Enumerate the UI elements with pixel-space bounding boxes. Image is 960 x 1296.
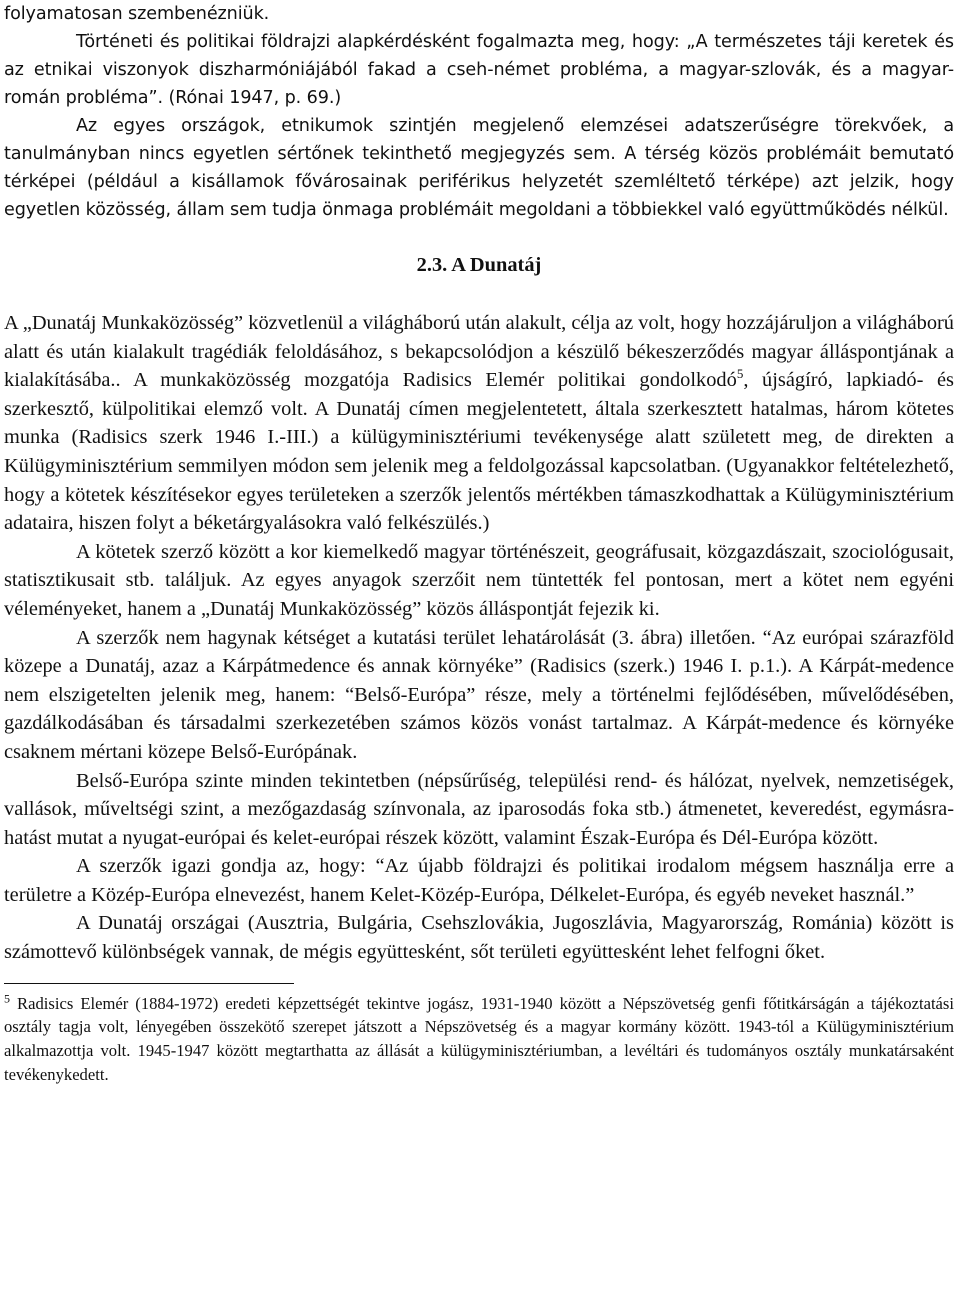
paragraph-authors-concern: A szerzők igazi gondja az, hogy: “Az újabb földrajzi és politikai irodalom mégsem használja erre a területre a Közép-Európa elnevezést, hanem Kelet-Közép-Európa, Délkelet-Európa, és egyéb neveket használ.” (4, 855, 954, 906)
section-heading: 2.3. A Dunatáj (416, 254, 542, 276)
paragraph-intro-end: folyamatosan szembenézniük. (4, 4, 270, 24)
paragraph-ethnic-analysis: Az egyes országok, etnikumok szintjén megjelenő elemzései adatszerűségre törekvőek, a tanulmányban nincs egyetlen sértőnek tekinthető megjegyzés sem. A térség közös problémáit bemutató térképei (például a kisállamok fővárosainak periférikus helyzetét szemléltető térképe) azt jelzik, hogy egyetlen közösség, állam sem tudja önmaga problémáit megoldani a többiekkel való együttműködés nélkül. (4, 116, 954, 220)
footnote-marker: 5 (4, 991, 10, 1006)
sans-text-section (4, 0, 954, 224)
footnote (4, 992, 954, 1087)
document-page (4, 0, 954, 1087)
paragraph-ronai-quote: Történeti és politikai földrajzi alapkérdésként fogalmazta meg, hogy: „A természetes táji keretek és az etnikai viszonyok diszharmóniájából fakad a cseh-német probléma, a magyar-szlovák, és a magyar-román probléma”. (Rónai 1947, p. 69.) (4, 32, 954, 108)
footnote-text: Radisics Elemér (1884-1972) eredeti képzettségét tekintve jogász, 1931-1940 között a Népszövetség genfi főtitkárságán a tájékoztatási osztály tagja volt, lényegében összekötő szerepet játszott a Népszövetség és a magyar kormány között. 1943-tól a Külügyminisztérium alkalmazottja volt. 1945-1947 között megtarthatta az állását a külügyminisztériumban, a levéltári és tudományos osztály munkatársaként tevékenykedett. (4, 993, 954, 1085)
paragraph-dunataj-text-start: A „Dunatáj Munkaközösség” közvetlenül a világháború után alakult, célja az volt, hogy hozzájáruljon a világháború alatt és után kialakult tragédiák feloldásához, s bekapcsolódjon a készülő békeszerződés magyar álláspontjának a kialakításába.. A munkaközösség mozgatója Radisics Elemér politikai gondolkodó (4, 312, 954, 392)
paragraph-dunataj-text-end: , újságíró, lapkiadó- és szerkesztő, külpolitikai elemző volt. A Dunatáj címen megjelentetett, általa szerkesztett hatalmas, három kötetes munka (Radisics szerk 1946 I.-III.) a külügyminisztériumi tevékenysége alatt született meg, de direkten a Külügyminisztérium semmilyen módon sem jelenik meg a feldolgozással kapcsolatban. (Ugyanakkor feltételezhető, hogy a kötetek készítésekor egyes területeken a szerzők jelentős mértékben támaszkodhattak a Külügyminisztérium adataira, hiszen folyt a béketárgyalásokra való felkészülés.) (4, 369, 954, 535)
paragraph-inner-europe: Belső-Európa szinte minden tekintetben (népsűrűség, települési rend- és hálózat, nyelvek, nemzetiségek, vallások, műveltségi szint, a mezőgazdaság színvonala, az iparosodás foka stb.) átmenetet, keveredést, egymásra-hatást mutat a nyugat-európai és kelet-európai részek között, valamint Észak-Európa és Dél-Európa között. (4, 769, 954, 849)
footnote-reference[interactable]: 5 (736, 366, 744, 382)
paragraph-dunataj-munkakozosseg (4, 309, 954, 538)
footnote-divider (4, 983, 294, 984)
paragraph-dunataj-countries: A Dunatáj országai (Ausztria, Bulgária, Csehszlovákia, Jugoszlávia, Magyarország, Románia) között is számottevő különbségek vannak, de mégis együttesként, sőt területi együttesként lehet felfogni őket. (4, 912, 954, 964)
serif-text-section (4, 309, 954, 967)
paragraph-authors: A kötetek szerző között a kor kiemelkedő magyar történészeit, geográfusait, közgazdászait, szociológusait, statisztikusait stb. találjuk. Az egyes anyagok szerzőit nem tüntették fel pontosan, mert a kötet nem egyéni véleményeket, hanem a „Dunatáj Munkaközösség” közös álláspontját fejezik ki. (4, 540, 954, 620)
paragraph-research-area: A szerzők nem hagynak kétséget a kutatási terület lehatárolását (3. ábra) illetően. “Az európai szárazföld közepe a Dunatáj, azaz a Kárpátmedence és annak környéke” (Radisics (szerk.) 1946 I. p.1.). A Kárpát-medence nem elszigetelten jelenik meg, hanem: “Belső-Európa” része, mely a történelmi fejlődésében, művelődésében, gazdálkodásában és társadalmi szerkezetében számos közös vonást tartalmaz. A Kárpát-medence és környéke csaknem mértani közepe Belső-Európának. (4, 626, 954, 763)
